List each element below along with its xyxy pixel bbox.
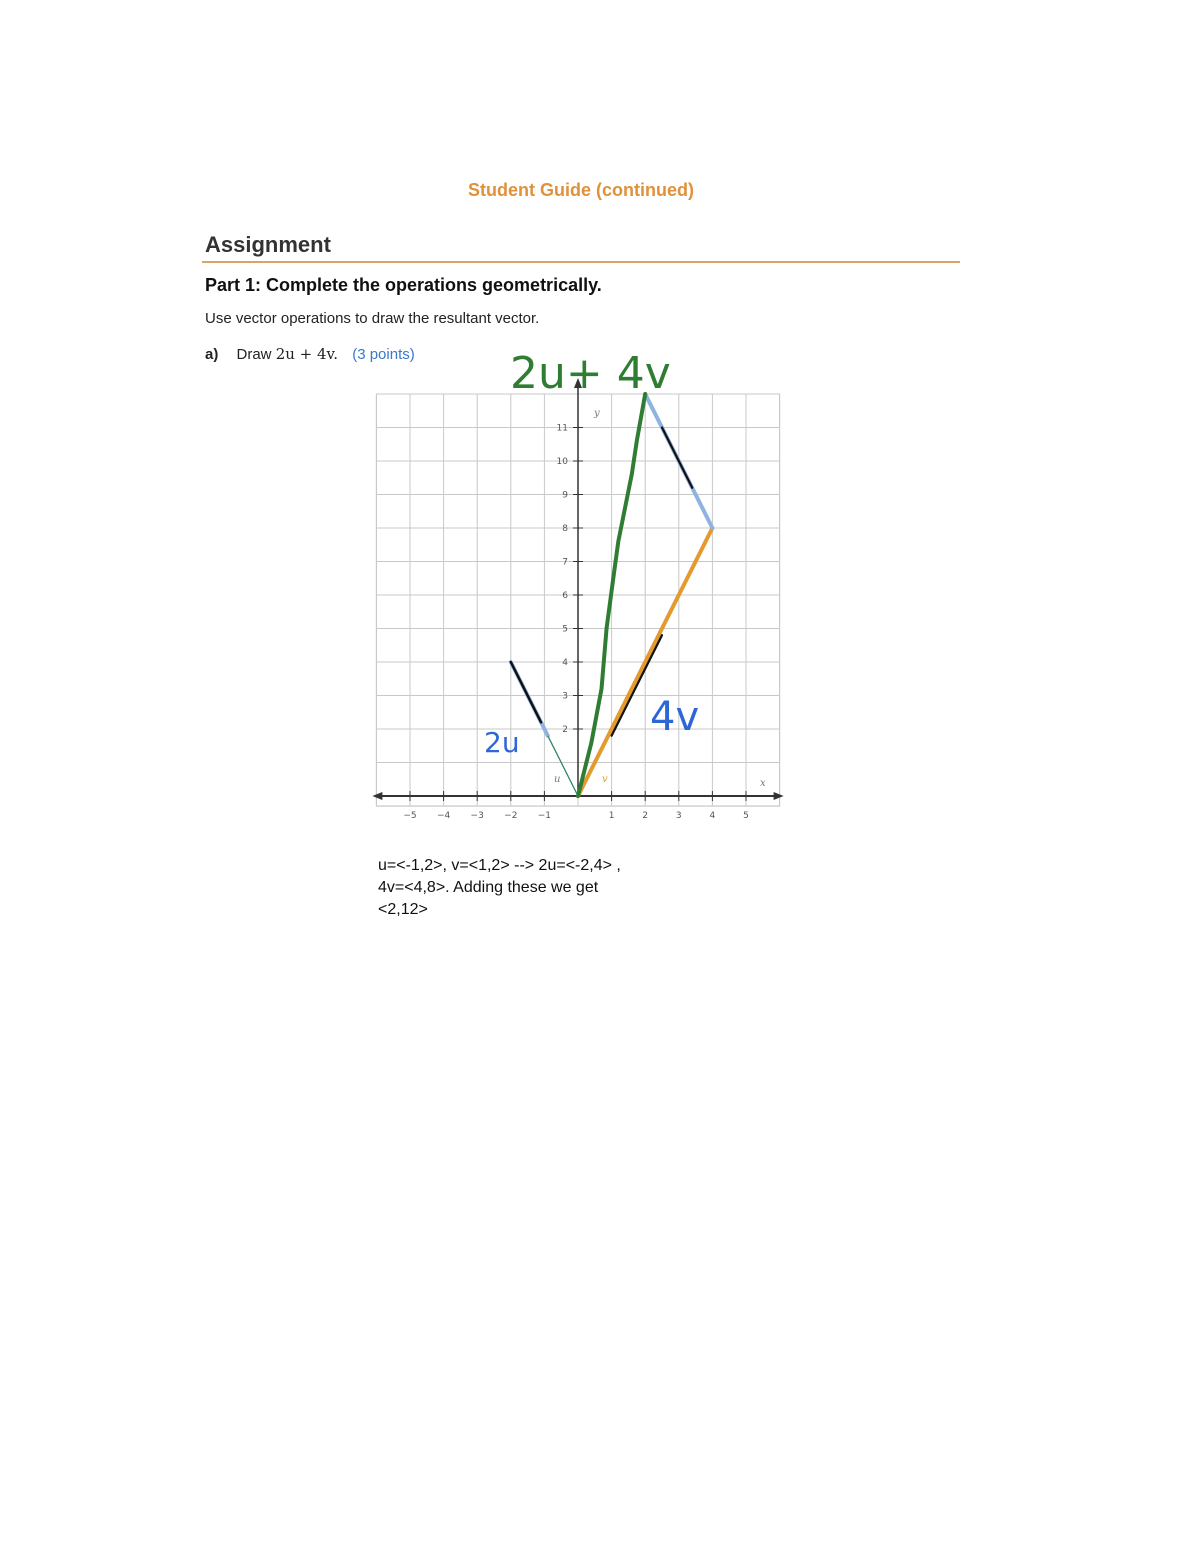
y-tick-label: 11 bbox=[556, 423, 568, 434]
annotation-2u: 2u bbox=[484, 726, 520, 759]
answer-line-3: <2,12> bbox=[378, 901, 428, 918]
y-axis-label: y bbox=[594, 408, 600, 419]
x-axis-label: x bbox=[760, 778, 766, 789]
y-tick-label: 9 bbox=[562, 490, 568, 501]
answer-text bbox=[378, 855, 648, 921]
x-tick-label: −2 bbox=[504, 811, 518, 821]
vector-v-label: v bbox=[602, 774, 608, 785]
y-tick-label: 8 bbox=[562, 524, 568, 534]
y-tick-label: 10 bbox=[556, 457, 568, 467]
task-points: (3 points) bbox=[352, 346, 415, 363]
task-prompt: Draw bbox=[236, 346, 272, 363]
x-tick-label: −3 bbox=[470, 811, 484, 821]
x-tick-label: 5 bbox=[743, 811, 749, 821]
answer-line-1: u=<-1,2>, v=<1,2> --> 2u=<-2,4> , bbox=[378, 857, 621, 874]
task-expression: 2u + 4v. bbox=[275, 345, 339, 363]
y-tick-label: 4 bbox=[562, 658, 568, 668]
task-letter: a) bbox=[205, 346, 219, 363]
x-tick-label: −4 bbox=[436, 811, 451, 821]
section-divider bbox=[202, 261, 960, 263]
part-heading: Part 1: Complete the operations geometrically. bbox=[205, 275, 602, 295]
x-tick-label: 1 bbox=[608, 811, 615, 821]
answer-line-2: 4v=<4,8>. Adding these we get bbox=[378, 879, 599, 896]
x-tick-label: −1 bbox=[537, 811, 552, 821]
x-tick-label: 4 bbox=[709, 811, 716, 821]
vector-u-label: u bbox=[554, 774, 561, 785]
y-tick-label: 2 bbox=[562, 725, 568, 735]
y-tick-label: 7 bbox=[562, 557, 568, 568]
page-header-title: Student Guide (continued) bbox=[468, 180, 694, 200]
annotation-sum: 2u+ 4v bbox=[510, 348, 671, 399]
x-tick-label: 2 bbox=[642, 811, 649, 821]
vector-graph bbox=[340, 330, 800, 830]
y-tick-label: 3 bbox=[562, 691, 568, 702]
y-tick-label: 6 bbox=[562, 591, 568, 601]
y-tick-label: 5 bbox=[562, 624, 568, 635]
x-tick-label: 3 bbox=[675, 811, 682, 821]
annotation-4v: 4v bbox=[650, 694, 700, 740]
instructions-text: Use vector operations to draw the resultant vector. bbox=[205, 310, 540, 327]
section-heading: Assignment bbox=[205, 232, 331, 257]
x-tick-label: −5 bbox=[403, 811, 417, 821]
